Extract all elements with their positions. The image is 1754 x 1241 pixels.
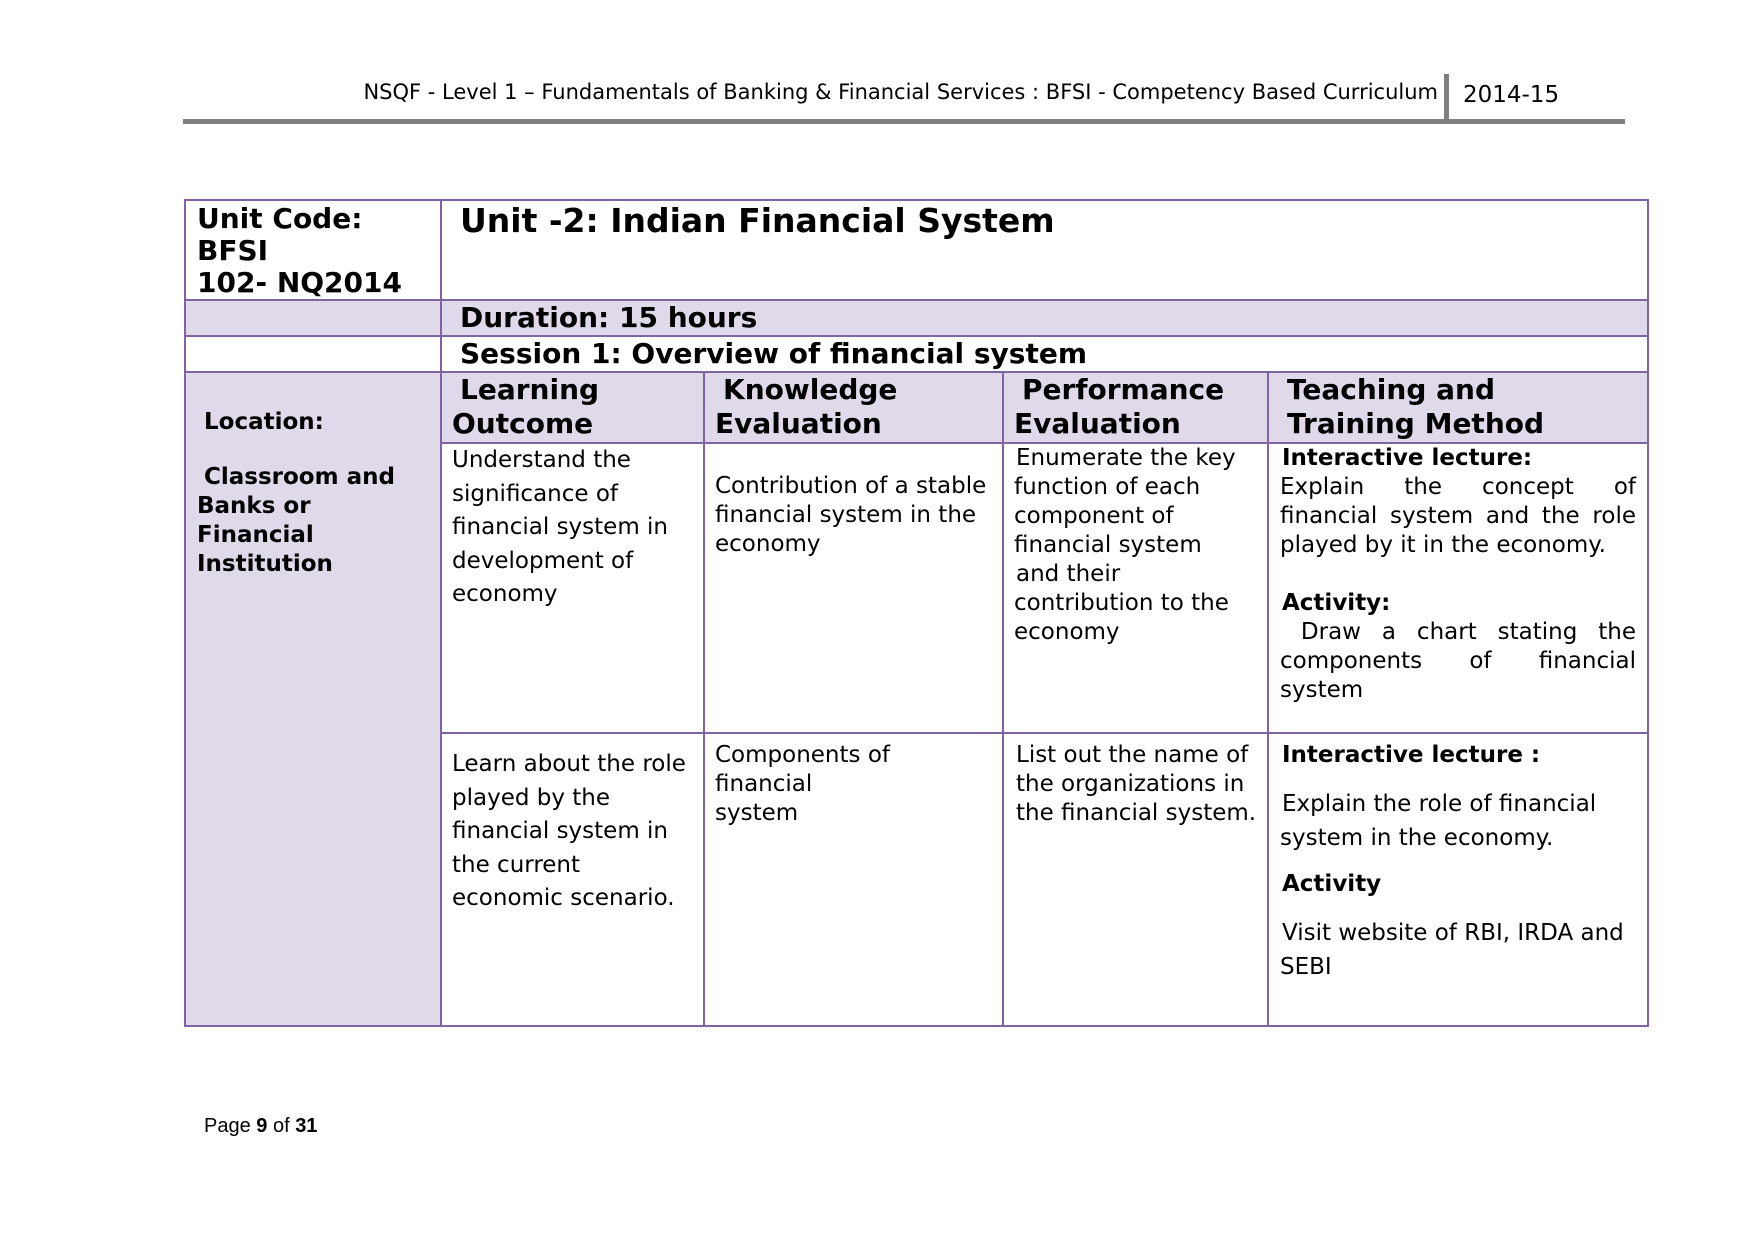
unit-title-row: [185, 200, 1648, 300]
duration-text: Duration: 15 hours: [460, 301, 758, 334]
knowledge-evaluation-text: Contribution of a stable financial system in the economy: [715, 473, 987, 557]
footer-page-number: 9: [256, 1115, 268, 1137]
performance-evaluation-cell: [1003, 733, 1268, 1026]
learning-outcome-text: Learn about the role played by the financial system in the current economic scenario.: [452, 751, 686, 911]
teaching-text: Explain the concept of financial system and the role played by it in the economy.: [1280, 474, 1636, 558]
header-performance-evaluation: Performance Evaluation: [1003, 372, 1268, 443]
unit-code-line-1: Unit Code: BFSI: [197, 202, 363, 267]
performance-evaluation-text: Enumerate the key function of each component of financial system and their contribution to the economy: [1014, 445, 1236, 645]
activity-heading: Activity: [1282, 871, 1382, 897]
page-header: [183, 74, 1625, 124]
header-knowledge-evaluation: Knowledge Evaluation: [704, 372, 1003, 443]
header-divider: [1444, 74, 1449, 120]
duration-left-cell: [185, 300, 441, 336]
footer-page-total: 31: [295, 1115, 318, 1137]
session-left-cell: [185, 336, 441, 372]
teaching-method-cell: [1268, 733, 1648, 1026]
teaching-heading: Interactive lecture :: [1282, 742, 1541, 768]
session-text: Session 1: Overview of financial system: [460, 337, 1087, 370]
teaching-heading: Interactive lecture:: [1282, 445, 1533, 471]
learning-outcome-text: Understand the significance of financial system in development of economy: [452, 447, 668, 607]
session-cell: [441, 336, 1648, 372]
teaching-method-cell: [1268, 443, 1648, 733]
learning-outcome-cell: [441, 443, 704, 733]
location-label: Location:: [204, 409, 324, 435]
learning-outcome-cell: [441, 733, 704, 1026]
unit-table: [184, 199, 1649, 1027]
duration-cell: [441, 300, 1648, 336]
location-cell: [185, 372, 441, 1026]
unit-title: Unit -2: Indian Financial System: [460, 201, 1055, 240]
page-footer: [204, 1115, 317, 1138]
header-year: 2014-15: [1463, 82, 1560, 108]
header-rule: [183, 119, 1625, 124]
location-line: Classroom and: [204, 464, 395, 490]
knowledge-evaluation-cell: [704, 733, 1003, 1026]
unit-code-cell: [185, 200, 441, 300]
activity-text: Visit website of RBI, IRDA and SEBI: [1280, 920, 1624, 980]
knowledge-evaluation-text: Components of financial system: [715, 742, 890, 826]
location-line: Banks or Financial: [197, 493, 314, 548]
location-value: [197, 463, 432, 579]
column-header-row: [185, 372, 1648, 443]
unit-title-cell: [441, 200, 1648, 300]
knowledge-evaluation-cell: [704, 443, 1003, 733]
teaching-text: Explain the role of financial system in the economy.: [1280, 791, 1597, 851]
activity-text: Draw a chart stating the components of financial system: [1280, 619, 1644, 703]
performance-evaluation-text: List out the name of the organizations in the financial system.: [1016, 742, 1257, 826]
location-line: Institution: [197, 551, 333, 577]
activity-heading: Activity:: [1282, 590, 1391, 616]
header-title: NSQF - Level 1 – Fundamentals of Banking & Financial Services : BFSI - Competency Based Curriculum: [363, 80, 1438, 104]
session-row: [185, 336, 1648, 372]
footer-prefix: Page: [204, 1115, 257, 1137]
footer-of: of: [267, 1115, 296, 1137]
header-learning-outcome: Learning Outcome: [441, 372, 704, 443]
duration-row: [185, 300, 1648, 336]
header-teaching-method: Teaching and Training Method: [1268, 372, 1648, 443]
unit-code-line-2: 102- NQ2014: [197, 266, 402, 299]
performance-evaluation-cell: [1003, 443, 1268, 733]
